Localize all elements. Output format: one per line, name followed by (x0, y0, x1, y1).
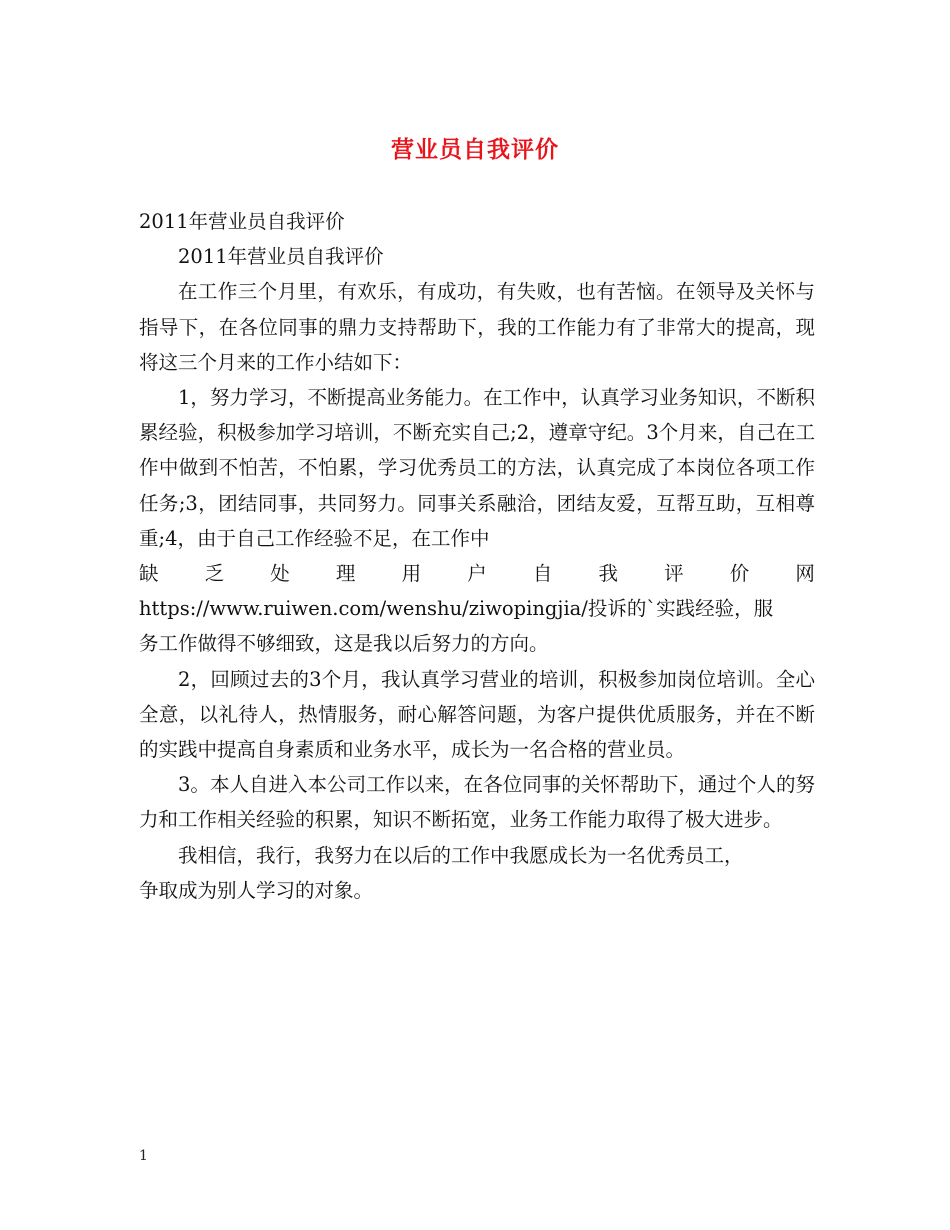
spread-char: 乏 (204, 562, 225, 586)
document-body (139, 204, 815, 908)
spread-char: 缺 (139, 562, 159, 586)
subtitle-indented: 2011年营业员自我评价 (178, 245, 384, 269)
paragraph-1-spread-line (139, 556, 815, 591)
spread-char: 处 (270, 562, 290, 586)
paragraph-4-line-1: 我相信，我行，我努力在以后的工作中我愿成长为一名优秀员工， (178, 843, 744, 867)
paragraph-3: 3。本人自进入本公司工作以来，在各位同事的关怀帮助下，通过个人的努力和工作相关经验的积累，知识不断拓宽，业务工作能力取得了极大进步。 (139, 773, 815, 832)
subtitle-plain: 2011年营业员自我评价 (139, 210, 345, 233)
spread-char: 网 (795, 562, 815, 586)
spread-char: 理 (335, 562, 356, 586)
paragraph-2: 2，回顾过去的3个月，我认真学习营业的培训，积极参加岗位培训。全心全意，以礼待人，热情服务，耐心解答问题，为客户提供优质服务，并在不断的实践中提高自身素质和业务水平，成长为一名合格的营业员。 (139, 667, 815, 762)
document-title: 营业员自我评价 (391, 136, 559, 163)
paragraph-intro: 在工作三个月里，有欢乐，有成功，有失败，也有苦恼。在领导及关怀与指导下，在各位同事的鼎力支持帮助下，我的工作能力有了非常大的提高，现将这三个月来的工作小结如下： (139, 280, 815, 374)
paragraph-1-end: 务工作做得不够细致，这是我以后努力的方向。 (139, 632, 549, 656)
paragraph-1-url-line: https://www.ruiwen.com/wenshu/ziwopingjia/投诉的`实践经验，服 (139, 597, 774, 621)
paragraph-4-line-2: 争取成为别人学习的对象。 (139, 878, 374, 902)
page-number: 1 (139, 1148, 148, 1164)
spread-char: 我 (598, 562, 618, 586)
spread-char: 用 (401, 562, 422, 586)
spread-char: 户 (467, 562, 487, 586)
paragraph-1-main: 1，努力学习，不断提高业务能力。在工作中，认真学习业务知识，不断积累经验，积极参加学习培训，不断充实自己;2，遵章守纪。3个月来，自己在工作中做到不怕苦，不怕累，学习优秀员工的方法，认真完成了本岗位各项工作任务;3，团结同事，共同努力。同事关系融洽，团结友爱，互帮互助，互相尊重;4，由于自己工作经验不足，在工作中 (139, 386, 815, 550)
spread-char: 价 (729, 562, 750, 586)
spread-char: 自 (532, 562, 553, 586)
spread-char: 评 (664, 562, 684, 586)
